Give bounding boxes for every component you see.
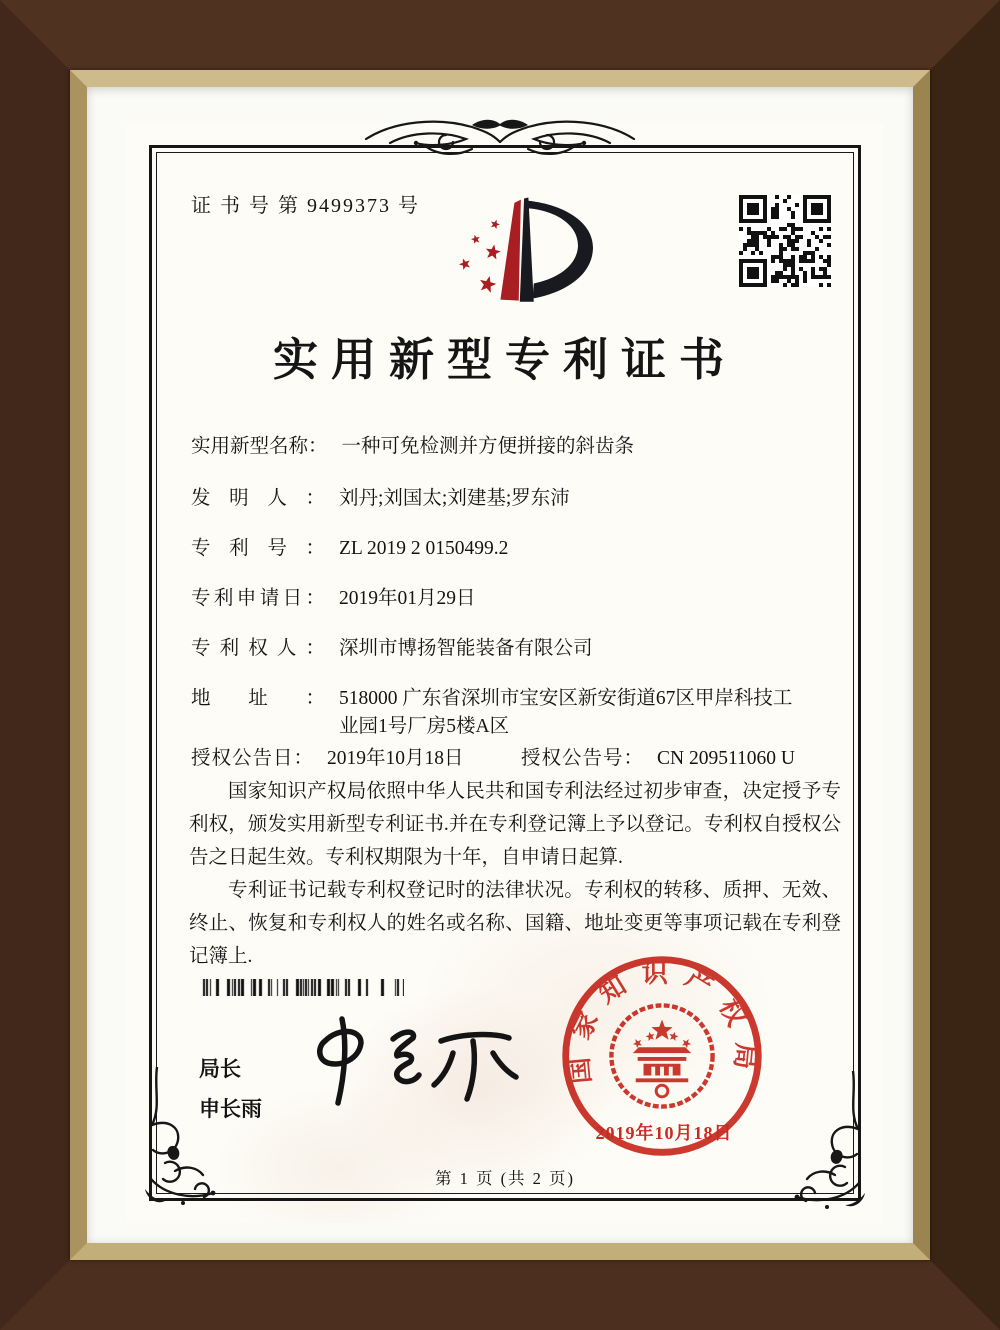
field-label: 发明人： [191, 488, 325, 509]
grant-date-pair [191, 745, 521, 773]
field-value: CN 209511060 U [657, 748, 795, 769]
field-row-grant [191, 745, 843, 773]
director-block [199, 1049, 262, 1129]
certificate-title: 实用新型专利证书 [272, 335, 737, 385]
qr-code [739, 195, 831, 287]
legal-paragraph: 专利证书记载专利权登记时的法律状况。专利权的转移、质押、无效、终止、恢复和专利权人的姓名或名称、国籍、地址变更等事项记载在专利登记簿上. [189, 880, 841, 967]
field-value: 518000 广东省深圳市宝安区新安街道67区甲岸科技工业园1号厂房5楼A区 [339, 688, 793, 737]
field-row-utility-model-name [191, 433, 843, 461]
seal-text: 国家知识产权局 [563, 959, 761, 1085]
gold-frame-lip [70, 70, 930, 1260]
field-label: 授权公告日： [191, 748, 313, 769]
field-row-inventors [191, 485, 843, 513]
field-label: 专利权人： [191, 638, 325, 659]
field-row-filing-date [191, 585, 843, 613]
field-label: 专利号： [191, 538, 325, 559]
field-row-patent-number [191, 535, 843, 563]
cnipa-patent-logo-icon [437, 179, 609, 317]
legal-text [189, 775, 841, 973]
field-label: 实用新型名称： [191, 436, 328, 457]
director-name: 申长雨 [199, 1097, 262, 1121]
field-value: 2019年01月29日 [339, 588, 476, 609]
grant-number-pair [521, 745, 795, 773]
field-row-patentee [191, 635, 843, 663]
seal-date: 2019年10月18日 [595, 1123, 733, 1143]
page-number-footer: 第 1 页 (共 2 页) [434, 1169, 576, 1188]
field-value: 2019年10月18日 [327, 748, 464, 769]
director-title: 局长 [199, 1057, 241, 1081]
patent-certificate-page [127, 123, 883, 1223]
field-label: 授权公告号： [521, 748, 643, 769]
field-value: 刘丹;刘国太;刘建基;罗东沛 [339, 488, 570, 509]
barcode [199, 979, 404, 996]
shen-changyu-signature-handwriting [295, 1011, 530, 1116]
field-value: 深圳市博扬智能装备有限公司 [339, 638, 593, 659]
field-label: 地址： [191, 688, 325, 709]
national-emblem [611, 1005, 712, 1106]
certificate-number: 证 书 号 第 9499373 号 [191, 195, 420, 217]
white-mat [87, 87, 913, 1243]
field-value: ZL 2019 2 0150499.2 [339, 538, 509, 559]
field-label: 专利申请日： [191, 588, 325, 609]
legal-paragraph: 国家知识产权局依照中华人民共和国专利法经过初步审查，决定授予专利权，颁发实用新型专利证书.并在专利登记簿上予以登记。专利权自授权公告之日起生效。专利权期限为十年，自申请日起算. [189, 781, 841, 868]
field-value: 一种可免检测并方便拼接的斜齿条 [341, 436, 635, 457]
field-row-address [191, 685, 843, 741]
